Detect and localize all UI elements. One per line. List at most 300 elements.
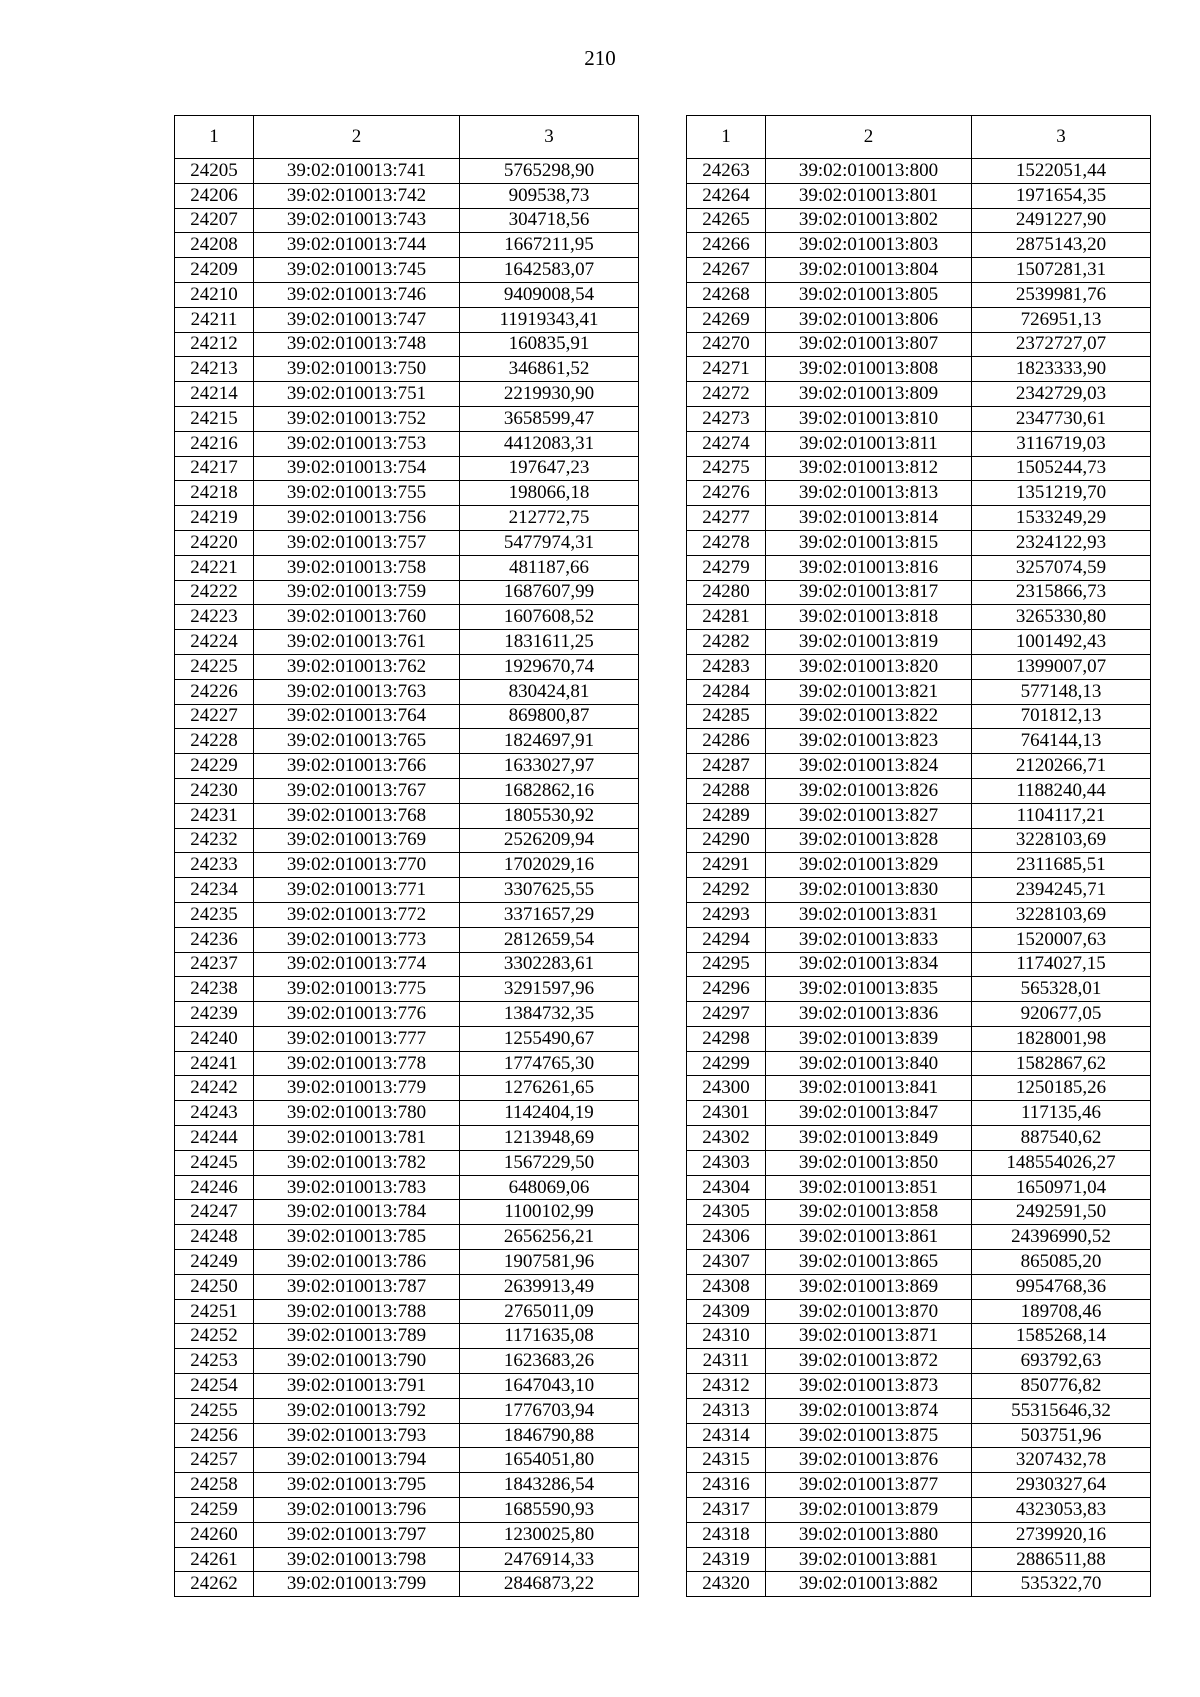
cadastral-number-cell: 39:02:010013:741 (254, 159, 460, 184)
row-number-cell: 24259 (175, 1498, 254, 1523)
value-cell: 726951,13 (972, 307, 1151, 332)
table-row (687, 1002, 1151, 1027)
value-cell: 55315646,32 (972, 1398, 1151, 1423)
table-row (175, 307, 639, 332)
table-row (175, 332, 639, 357)
row-number-cell: 24266 (687, 233, 766, 258)
table-row (687, 183, 1151, 208)
table-row (175, 729, 639, 754)
row-number-cell: 24304 (687, 1175, 766, 1200)
value-cell: 1250185,26 (972, 1076, 1151, 1101)
table-row (175, 580, 639, 605)
value-cell: 1582867,62 (972, 1051, 1151, 1076)
table-row (687, 952, 1151, 977)
value-cell: 2394245,71 (972, 878, 1151, 903)
cadastral-number-cell: 39:02:010013:762 (254, 654, 460, 679)
value-cell: 1100102,99 (460, 1200, 639, 1225)
value-cell: 481187,66 (460, 555, 639, 580)
row-number-cell: 24270 (687, 332, 766, 357)
value-cell: 5477974,31 (460, 530, 639, 555)
row-number-cell: 24293 (687, 902, 766, 927)
row-number-cell: 24243 (175, 1101, 254, 1126)
row-number-cell: 24232 (175, 828, 254, 853)
value-cell: 1351219,70 (972, 481, 1151, 506)
value-cell: 1001492,43 (972, 630, 1151, 655)
cadastral-number-cell: 39:02:010013:839 (766, 1026, 972, 1051)
row-number-cell: 24247 (175, 1200, 254, 1225)
cadastral-number-cell: 39:02:010013:872 (766, 1349, 972, 1374)
value-cell: 648069,06 (460, 1175, 639, 1200)
value-cell: 1824697,91 (460, 729, 639, 754)
row-number-cell: 24224 (175, 630, 254, 655)
row-number-cell: 24256 (175, 1423, 254, 1448)
table-row (175, 1547, 639, 1572)
table-row (687, 1150, 1151, 1175)
table-row (687, 605, 1151, 630)
row-number-cell: 24255 (175, 1398, 254, 1423)
table-row (687, 1423, 1151, 1448)
table-row (175, 853, 639, 878)
row-number-cell: 24300 (687, 1076, 766, 1101)
cadastral-number-cell: 39:02:010013:800 (766, 159, 972, 184)
table-row (175, 431, 639, 456)
table-row (687, 159, 1151, 184)
cadastral-number-cell: 39:02:010013:841 (766, 1076, 972, 1101)
cadastral-number-cell: 39:02:010013:834 (766, 952, 972, 977)
value-cell: 2342729,03 (972, 382, 1151, 407)
value-cell: 160835,91 (460, 332, 639, 357)
row-number-cell: 24306 (687, 1225, 766, 1250)
cadastral-number-cell: 39:02:010013:881 (766, 1547, 972, 1572)
value-cell: 1507281,31 (972, 258, 1151, 283)
value-cell: 2656256,21 (460, 1225, 639, 1250)
row-number-cell: 24288 (687, 778, 766, 803)
row-number-cell: 24263 (687, 159, 766, 184)
value-cell: 1533249,29 (972, 506, 1151, 531)
table-row (687, 258, 1151, 283)
value-cell: 693792,63 (972, 1349, 1151, 1374)
table-row (687, 1349, 1151, 1374)
cadastral-number-cell: 39:02:010013:760 (254, 605, 460, 630)
value-cell: 1682862,16 (460, 778, 639, 803)
cadastral-number-cell: 39:02:010013:802 (766, 208, 972, 233)
cadastral-number-cell: 39:02:010013:821 (766, 679, 972, 704)
cadastral-number-cell: 39:02:010013:865 (766, 1250, 972, 1275)
row-number-cell: 24277 (687, 506, 766, 531)
value-cell: 1520007,63 (972, 927, 1151, 952)
value-cell: 1929670,74 (460, 654, 639, 679)
row-number-cell: 24268 (687, 282, 766, 307)
table-row (687, 1101, 1151, 1126)
cadastral-number-cell: 39:02:010013:774 (254, 952, 460, 977)
table-row (175, 406, 639, 431)
cadastral-number-cell: 39:02:010013:791 (254, 1374, 460, 1399)
cadastral-number-cell: 39:02:010013:830 (766, 878, 972, 903)
column-header: 2 (254, 116, 460, 159)
table-row (687, 1250, 1151, 1275)
cadastral-number-cell: 39:02:010013:814 (766, 506, 972, 531)
value-cell: 1522051,44 (972, 159, 1151, 184)
value-cell: 1230025,80 (460, 1522, 639, 1547)
cadastral-number-cell: 39:02:010013:752 (254, 406, 460, 431)
cadastral-number-cell: 39:02:010013:819 (766, 630, 972, 655)
cadastral-number-cell: 39:02:010013:745 (254, 258, 460, 283)
value-cell: 1907581,96 (460, 1250, 639, 1275)
row-number-cell: 24303 (687, 1150, 766, 1175)
row-number-cell: 24233 (175, 853, 254, 878)
cadastral-number-cell: 39:02:010013:871 (766, 1324, 972, 1349)
cadastral-number-cell: 39:02:010013:804 (766, 258, 972, 283)
cadastral-number-cell: 39:02:010013:770 (254, 853, 460, 878)
value-cell: 764144,13 (972, 729, 1151, 754)
cadastral-number-cell: 39:02:010013:827 (766, 803, 972, 828)
table-row (687, 1522, 1151, 1547)
table-row (687, 1225, 1151, 1250)
row-number-cell: 24264 (687, 183, 766, 208)
table-row (175, 1126, 639, 1151)
table-row (175, 679, 639, 704)
table-row (687, 431, 1151, 456)
row-number-cell: 24223 (175, 605, 254, 630)
cadastral-number-cell: 39:02:010013:847 (766, 1101, 972, 1126)
value-cell: 1776703,94 (460, 1398, 639, 1423)
table-row (175, 630, 639, 655)
cadastral-number-cell: 39:02:010013:836 (766, 1002, 972, 1027)
value-cell: 503751,96 (972, 1423, 1151, 1448)
cadastral-number-cell: 39:02:010013:812 (766, 456, 972, 481)
cadastral-number-cell: 39:02:010013:794 (254, 1448, 460, 1473)
row-number-cell: 24265 (687, 208, 766, 233)
table-row (687, 654, 1151, 679)
cadastral-number-cell: 39:02:010013:766 (254, 754, 460, 779)
row-number-cell: 24305 (687, 1200, 766, 1225)
row-number-cell: 24317 (687, 1498, 766, 1523)
table-row (175, 1423, 639, 1448)
table-row (687, 555, 1151, 580)
table-row (687, 778, 1151, 803)
table-row (175, 183, 639, 208)
value-cell: 2846873,22 (460, 1572, 639, 1597)
table-row (687, 1051, 1151, 1076)
column-header: 2 (766, 116, 972, 159)
table-row (175, 506, 639, 531)
value-cell: 2372727,07 (972, 332, 1151, 357)
cadastral-number-cell: 39:02:010013:768 (254, 803, 460, 828)
cadastral-number-cell: 39:02:010013:788 (254, 1299, 460, 1324)
value-cell: 1647043,10 (460, 1374, 639, 1399)
value-cell: 2476914,33 (460, 1547, 639, 1572)
table-row (175, 282, 639, 307)
row-number-cell: 24205 (175, 159, 254, 184)
cadastral-number-cell: 39:02:010013:773 (254, 927, 460, 952)
row-number-cell: 24310 (687, 1324, 766, 1349)
row-number-cell: 24231 (175, 803, 254, 828)
row-number-cell: 24279 (687, 555, 766, 580)
cadastral-number-cell: 39:02:010013:781 (254, 1126, 460, 1151)
row-number-cell: 24278 (687, 530, 766, 555)
row-number-cell: 24308 (687, 1274, 766, 1299)
page-number: 210 (584, 46, 616, 70)
value-cell: 1843286,54 (460, 1473, 639, 1498)
value-cell: 1642583,07 (460, 258, 639, 283)
cadastral-number-cell: 39:02:010013:870 (766, 1299, 972, 1324)
table-row (687, 1026, 1151, 1051)
value-cell: 2315866,73 (972, 580, 1151, 605)
cadastral-number-cell: 39:02:010013:756 (254, 506, 460, 531)
row-number-cell: 24271 (687, 357, 766, 382)
cadastral-number-cell: 39:02:010013:757 (254, 530, 460, 555)
cadastral-number-cell: 39:02:010013:765 (254, 729, 460, 754)
row-number-cell: 24273 (687, 406, 766, 431)
value-cell: 304718,56 (460, 208, 639, 233)
table-row (687, 1498, 1151, 1523)
row-number-cell: 24228 (175, 729, 254, 754)
row-number-cell: 24208 (175, 233, 254, 258)
row-number-cell: 24238 (175, 977, 254, 1002)
row-number-cell: 24222 (175, 580, 254, 605)
value-cell: 3116719,03 (972, 431, 1151, 456)
cadastral-number-cell: 39:02:010013:876 (766, 1448, 972, 1473)
cadastral-number-cell: 39:02:010013:763 (254, 679, 460, 704)
table-row (175, 803, 639, 828)
table-row (175, 382, 639, 407)
value-cell: 1685590,93 (460, 1498, 639, 1523)
value-cell: 9409008,54 (460, 282, 639, 307)
value-cell: 2739920,16 (972, 1522, 1151, 1547)
value-cell: 3307625,55 (460, 878, 639, 903)
row-number-cell: 24219 (175, 506, 254, 531)
row-number-cell: 24237 (175, 952, 254, 977)
table-row (687, 481, 1151, 506)
row-number-cell: 24292 (687, 878, 766, 903)
table-row (175, 1250, 639, 1275)
row-number-cell: 24250 (175, 1274, 254, 1299)
value-cell: 909538,73 (460, 183, 639, 208)
value-cell: 887540,62 (972, 1126, 1151, 1151)
table-row (687, 704, 1151, 729)
table-row (175, 778, 639, 803)
column-header: 1 (687, 116, 766, 159)
value-cell: 2491227,90 (972, 208, 1151, 233)
value-cell: 3207432,78 (972, 1448, 1151, 1473)
value-cell: 189708,46 (972, 1299, 1151, 1324)
row-number-cell: 24309 (687, 1299, 766, 1324)
value-cell: 920677,05 (972, 1002, 1151, 1027)
cadastral-number-cell: 39:02:010013:754 (254, 456, 460, 481)
row-number-cell: 24318 (687, 1522, 766, 1547)
row-number-cell: 24215 (175, 406, 254, 431)
table-row (687, 1126, 1151, 1151)
row-number-cell: 24254 (175, 1374, 254, 1399)
cadastral-number-cell: 39:02:010013:780 (254, 1101, 460, 1126)
column-header: 3 (460, 116, 639, 159)
cadastral-number-cell: 39:02:010013:764 (254, 704, 460, 729)
row-number-cell: 24314 (687, 1423, 766, 1448)
value-cell: 3302283,61 (460, 952, 639, 977)
value-cell: 1846790,88 (460, 1423, 639, 1448)
cadastral-number-cell: 39:02:010013:784 (254, 1200, 460, 1225)
row-number-cell: 24227 (175, 704, 254, 729)
cadastral-number-cell: 39:02:010013:829 (766, 853, 972, 878)
row-number-cell: 24275 (687, 456, 766, 481)
value-cell: 701812,13 (972, 704, 1151, 729)
cadastral-number-cell: 39:02:010013:833 (766, 927, 972, 952)
row-number-cell: 24311 (687, 1349, 766, 1374)
table-row (175, 1051, 639, 1076)
row-number-cell: 24229 (175, 754, 254, 779)
cadastral-number-cell: 39:02:010013:880 (766, 1522, 972, 1547)
value-cell: 1142404,19 (460, 1101, 639, 1126)
value-cell: 1255490,67 (460, 1026, 639, 1051)
cadastral-number-cell: 39:02:010013:758 (254, 555, 460, 580)
cadastral-number-cell: 39:02:010013:785 (254, 1225, 460, 1250)
value-cell: 1188240,44 (972, 778, 1151, 803)
value-cell: 869800,87 (460, 704, 639, 729)
cadastral-number-cell: 39:02:010013:807 (766, 332, 972, 357)
cadastral-number-cell: 39:02:010013:796 (254, 1498, 460, 1523)
value-cell: 1774765,30 (460, 1051, 639, 1076)
table-row (175, 952, 639, 977)
row-number-cell: 24239 (175, 1002, 254, 1027)
row-number-cell: 24280 (687, 580, 766, 605)
table-row (175, 1101, 639, 1126)
cadastral-number-cell: 39:02:010013:858 (766, 1200, 972, 1225)
row-number-cell: 24218 (175, 481, 254, 506)
table-row (175, 1473, 639, 1498)
row-number-cell: 24246 (175, 1175, 254, 1200)
table-row (175, 1274, 639, 1299)
cadastral-number-cell: 39:02:010013:824 (766, 754, 972, 779)
value-cell: 1654051,80 (460, 1448, 639, 1473)
cadastral-number-cell: 39:02:010013:746 (254, 282, 460, 307)
table-row (175, 902, 639, 927)
row-number-cell: 24235 (175, 902, 254, 927)
value-cell: 11919343,41 (460, 307, 639, 332)
row-number-cell: 24206 (175, 183, 254, 208)
table-row (687, 208, 1151, 233)
table-row (175, 233, 639, 258)
row-number-cell: 24230 (175, 778, 254, 803)
value-cell: 1607608,52 (460, 605, 639, 630)
value-cell: 577148,13 (972, 679, 1151, 704)
row-number-cell: 24234 (175, 878, 254, 903)
cadastral-number-cell: 39:02:010013:822 (766, 704, 972, 729)
cadastral-number-cell: 39:02:010013:792 (254, 1398, 460, 1423)
row-number-cell: 24252 (175, 1324, 254, 1349)
cadastral-number-cell: 39:02:010013:789 (254, 1324, 460, 1349)
cadastral-number-cell: 39:02:010013:779 (254, 1076, 460, 1101)
row-number-cell: 24221 (175, 555, 254, 580)
cadastral-number-cell: 39:02:010013:777 (254, 1026, 460, 1051)
table-row (687, 1274, 1151, 1299)
table-row (175, 1299, 639, 1324)
row-number-cell: 24295 (687, 952, 766, 977)
row-number-cell: 24240 (175, 1026, 254, 1051)
row-number-cell: 24294 (687, 927, 766, 952)
cadastral-number-cell: 39:02:010013:783 (254, 1175, 460, 1200)
value-cell: 1213948,69 (460, 1126, 639, 1151)
value-cell: 2765011,09 (460, 1299, 639, 1324)
row-number-cell: 24210 (175, 282, 254, 307)
row-number-cell: 24225 (175, 654, 254, 679)
cadastral-number-cell: 39:02:010013:815 (766, 530, 972, 555)
value-cell: 2526209,94 (460, 828, 639, 853)
table-row (175, 1200, 639, 1225)
value-cell: 1650971,04 (972, 1175, 1151, 1200)
row-number-cell: 24244 (175, 1126, 254, 1151)
table-row (175, 878, 639, 903)
value-cell: 1633027,97 (460, 754, 639, 779)
value-cell: 198066,18 (460, 481, 639, 506)
cadastral-number-cell: 39:02:010013:823 (766, 729, 972, 754)
cadastral-number-cell: 39:02:010013:869 (766, 1274, 972, 1299)
value-cell: 2875143,20 (972, 233, 1151, 258)
cadastral-number-cell: 39:02:010013:775 (254, 977, 460, 1002)
cadastral-number-cell: 39:02:010013:805 (766, 282, 972, 307)
table-row (687, 1547, 1151, 1572)
table-row (687, 754, 1151, 779)
value-cell: 1702029,16 (460, 853, 639, 878)
row-number-cell: 24276 (687, 481, 766, 506)
cadastral-number-cell: 39:02:010013:875 (766, 1423, 972, 1448)
value-cell: 2324122,93 (972, 530, 1151, 555)
table-row (687, 1299, 1151, 1324)
value-cell: 1384732,35 (460, 1002, 639, 1027)
cadastral-number-cell: 39:02:010013:817 (766, 580, 972, 605)
table-row (175, 357, 639, 382)
table-row (687, 1324, 1151, 1349)
table-row (687, 307, 1151, 332)
value-cell: 3228103,69 (972, 902, 1151, 927)
cadastral-number-cell: 39:02:010013:797 (254, 1522, 460, 1547)
cadastral-number-cell: 39:02:010013:799 (254, 1572, 460, 1597)
cadastral-number-cell: 39:02:010013:793 (254, 1423, 460, 1448)
table-row (175, 1225, 639, 1250)
cadastral-number-cell: 39:02:010013:744 (254, 233, 460, 258)
table-row (687, 729, 1151, 754)
cadastral-number-cell: 39:02:010013:759 (254, 580, 460, 605)
table-row (687, 530, 1151, 555)
value-cell: 212772,75 (460, 506, 639, 531)
table-row (175, 1572, 639, 1597)
table-row (175, 1522, 639, 1547)
value-cell: 346861,52 (460, 357, 639, 382)
cadastral-number-cell: 39:02:010013:743 (254, 208, 460, 233)
table-row (687, 828, 1151, 853)
table-row (175, 1324, 639, 1349)
table-row (175, 555, 639, 580)
value-cell: 1831611,25 (460, 630, 639, 655)
table-row (687, 357, 1151, 382)
row-number-cell: 24289 (687, 803, 766, 828)
table-row (687, 1448, 1151, 1473)
value-cell: 1104117,21 (972, 803, 1151, 828)
cadastral-number-cell: 39:02:010013:742 (254, 183, 460, 208)
row-number-cell: 24217 (175, 456, 254, 481)
value-cell: 2347730,61 (972, 406, 1151, 431)
value-cell: 565328,01 (972, 977, 1151, 1002)
cadastral-number-cell: 39:02:010013:850 (766, 1150, 972, 1175)
cadastral-number-cell: 39:02:010013:755 (254, 481, 460, 506)
cadastral-number-cell: 39:02:010013:798 (254, 1547, 460, 1572)
table-row (175, 927, 639, 952)
left-table (174, 115, 639, 1597)
cadastral-number-cell: 39:02:010013:840 (766, 1051, 972, 1076)
value-cell: 3658599,47 (460, 406, 639, 431)
table-row (687, 382, 1151, 407)
table-header-row (687, 116, 1151, 159)
value-cell: 4412083,31 (460, 431, 639, 456)
